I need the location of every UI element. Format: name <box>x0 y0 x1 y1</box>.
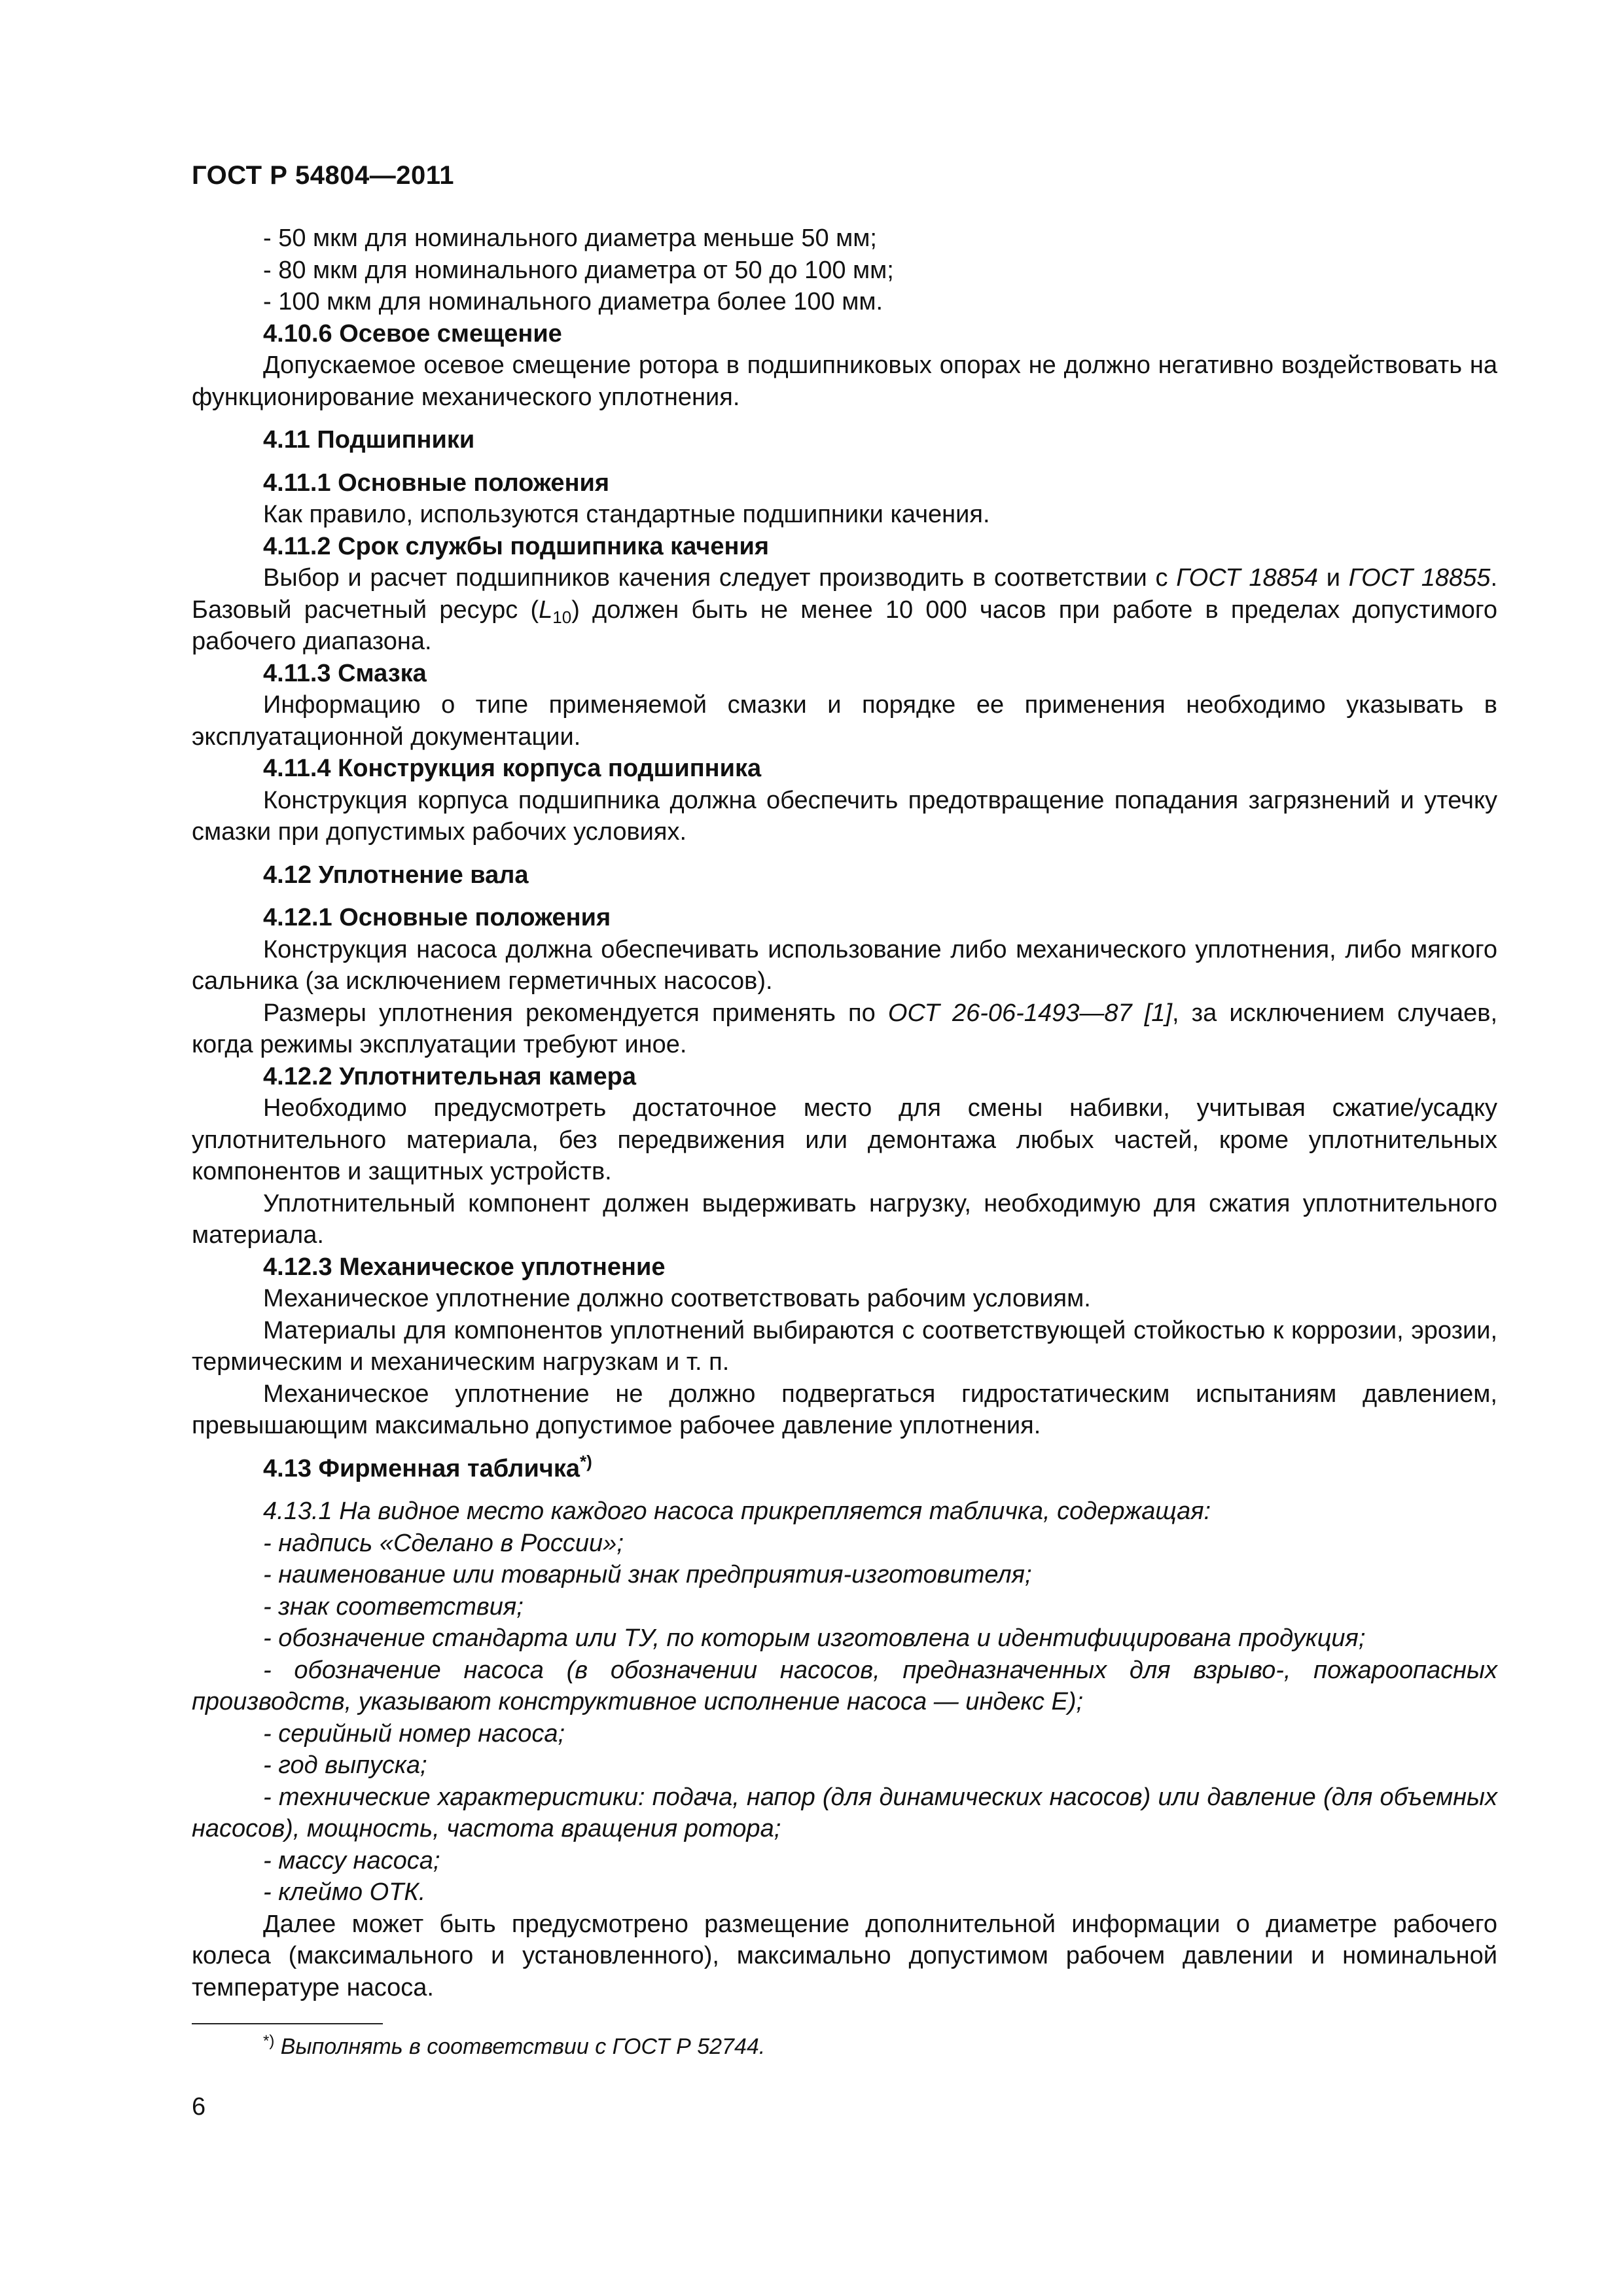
heading-4-12-3: 4.12.3 Механическое уплотнение <box>263 1253 666 1281</box>
heading-4-11-2: 4.11.2 Срок службы подшипника качения <box>263 532 770 560</box>
page-number: 6 <box>192 2093 206 2121</box>
paragraph-seal-general: Конструкция насоса должна обеспечивать использование либо механического уплотнения, либо мягкого сальника (за исключением герметичных насосов). <box>192 935 1497 995</box>
paragraph-mechanical-seal-3: Механическое уплотнение не должно подвергаться гидростатическим испытаниям давлением, превышающим максимально допустимое рабочее давление уплотнения. <box>192 1380 1497 1439</box>
heading-4-11-4: 4.11.4 Конструкция корпуса подшипника <box>263 755 762 782</box>
list-item: - 100 мкм для номинального диаметра более 100 мм. <box>263 288 883 315</box>
paragraph-axial-displacement: Допускаемое осевое смещение ротора в подшипниковых опорах не должно негативно воздействовать на функционирование механического уплотнения. <box>192 351 1497 411</box>
section-heading-4-11: 4.11 Подшипники <box>263 426 475 454</box>
footnote: *) Выполнять в соответствии с ГОСТ Р 52744. <box>263 2032 766 2059</box>
list-item: - год выпуска; <box>263 1751 427 1779</box>
heading-4-12-1: 4.12.1 Основные положения <box>263 904 611 931</box>
section-heading-4-12: 4.12 Уплотнение вала <box>263 861 529 889</box>
heading-4-11-1: 4.11.1 Основные положения <box>263 469 610 497</box>
list-item: - знак соответствия; <box>263 1592 524 1621</box>
list-item: - обозначение стандарта или ТУ, по которым изготовлена и идентифицирована продукция; <box>263 1624 1366 1652</box>
heading-4-11-3: 4.11.3 Смазка <box>263 659 427 687</box>
heading-4-12-2: 4.12.2 Уплотнительная камера <box>263 1062 636 1090</box>
document-header: ГОСТ Р 54804—2011 <box>192 161 454 190</box>
list-item: - массу насоса; <box>263 1846 440 1874</box>
paragraph-seal-component: Уплотнительный компонент должен выдерживать нагрузку, необходимую для сжатия уплотнительного материала. <box>192 1189 1497 1249</box>
list-item: - 80 мкм для номинального диаметра от 50 до 100 мм; <box>263 256 894 284</box>
list-item: - технические характеристики: подача, напор (для динамических насосов) или давление (для объемных насосов), мощность, частота вращения ротора; <box>192 1783 1497 1842</box>
list-item: - обозначение насоса (в обозначении насосов, предназначенных для взрыво-, пожароопасных производств, указывают конструктивное исполнение насоса — индекс Е); <box>192 1656 1497 1715</box>
list-item: - наименование или товарный знак предприятия-изготовителя; <box>263 1561 1032 1588</box>
paragraph-seal-dimensions: Размеры уплотнения рекомендуется применять по ОСТ 26-06-1493—87 [1], за исключением случаев, когда режимы эксплуатации требуют иное. <box>192 999 1497 1058</box>
paragraph-bearing-housing: Конструкция корпуса подшипника должна обеспечить предотвращение попадания загрязнений и утечку смазки при допустимых рабочих условиях. <box>192 786 1497 846</box>
paragraph-bearing-life: Выбор и расчет подшипников качения следует производить в соответствии с ГОСТ 18854 и ГОСТ 18855. Базовый расчетный ресурс $(L_{10})$ должен быть не менее 10 000 часов при работе в пределах допустимого рабочего диапазона. <box>192 564 1498 655</box>
list-item: - 50 мкм для номинального диаметра меньше 50 мм; <box>263 224 877 252</box>
footnote-divider <box>192 2023 383 2024</box>
reference-gost-18854: ГОСТ 18854 <box>1176 564 1318 592</box>
reference-gost-18855: ГОСТ 18855 <box>1348 564 1491 592</box>
paragraph-seal-chamber: Необходимо предусмотреть достаточное место для смены набивки, учитывая сжатие/усадку уплотнительного материала, без передвижения или демонтажа любых частей, кроме уплотнительных компонентов и защитных устройств. <box>192 1094 1497 1185</box>
paragraph-nameplate-intro: 4.13.1 На видное место каждого насоса прикрепляется табличка, содержащая: <box>263 1498 1211 1525</box>
paragraph-mechanical-seal-1: Механическое уплотнение должно соответствовать рабочим условиям. <box>263 1285 1091 1312</box>
paragraph-nameplate-additional: Далее может быть предусмотрено размещение дополнительной информации о диаметре рабочего колеса (максимального и установленного), максимально допустимом рабочем давлении и номинальной температуре насоса. <box>192 1910 1497 2001</box>
paragraph-lubrication: Информацию о типе применяемой смазки и порядке ее применения необходимо указывать в эксплуатационной документации. <box>192 691 1497 751</box>
list-item: - серийный номер насоса; <box>263 1719 565 1748</box>
paragraph-mechanical-seal-2: Материалы для компонентов уплотнений выбираются с соответствующей стойкостью к коррозии, эрозии, термическим и механическим нагрузкам и т. п. <box>192 1316 1497 1376</box>
document-body <box>192 223 1497 2003</box>
list-item: - клеймо ОТК. <box>263 1878 426 1906</box>
heading-4-10-6: 4.10.6 Осевое смещение <box>263 319 562 348</box>
list-item: - надпись «Сделано в России»; <box>263 1529 624 1557</box>
paragraph-bearings-general: Как правило, используются стандартные подшипники качения. <box>263 501 990 528</box>
section-heading-4-13: 4.13 Фирменная табличка*) <box>263 1451 592 1482</box>
reference-ost: ОСТ 26-06-1493—87 [1] <box>887 999 1172 1027</box>
